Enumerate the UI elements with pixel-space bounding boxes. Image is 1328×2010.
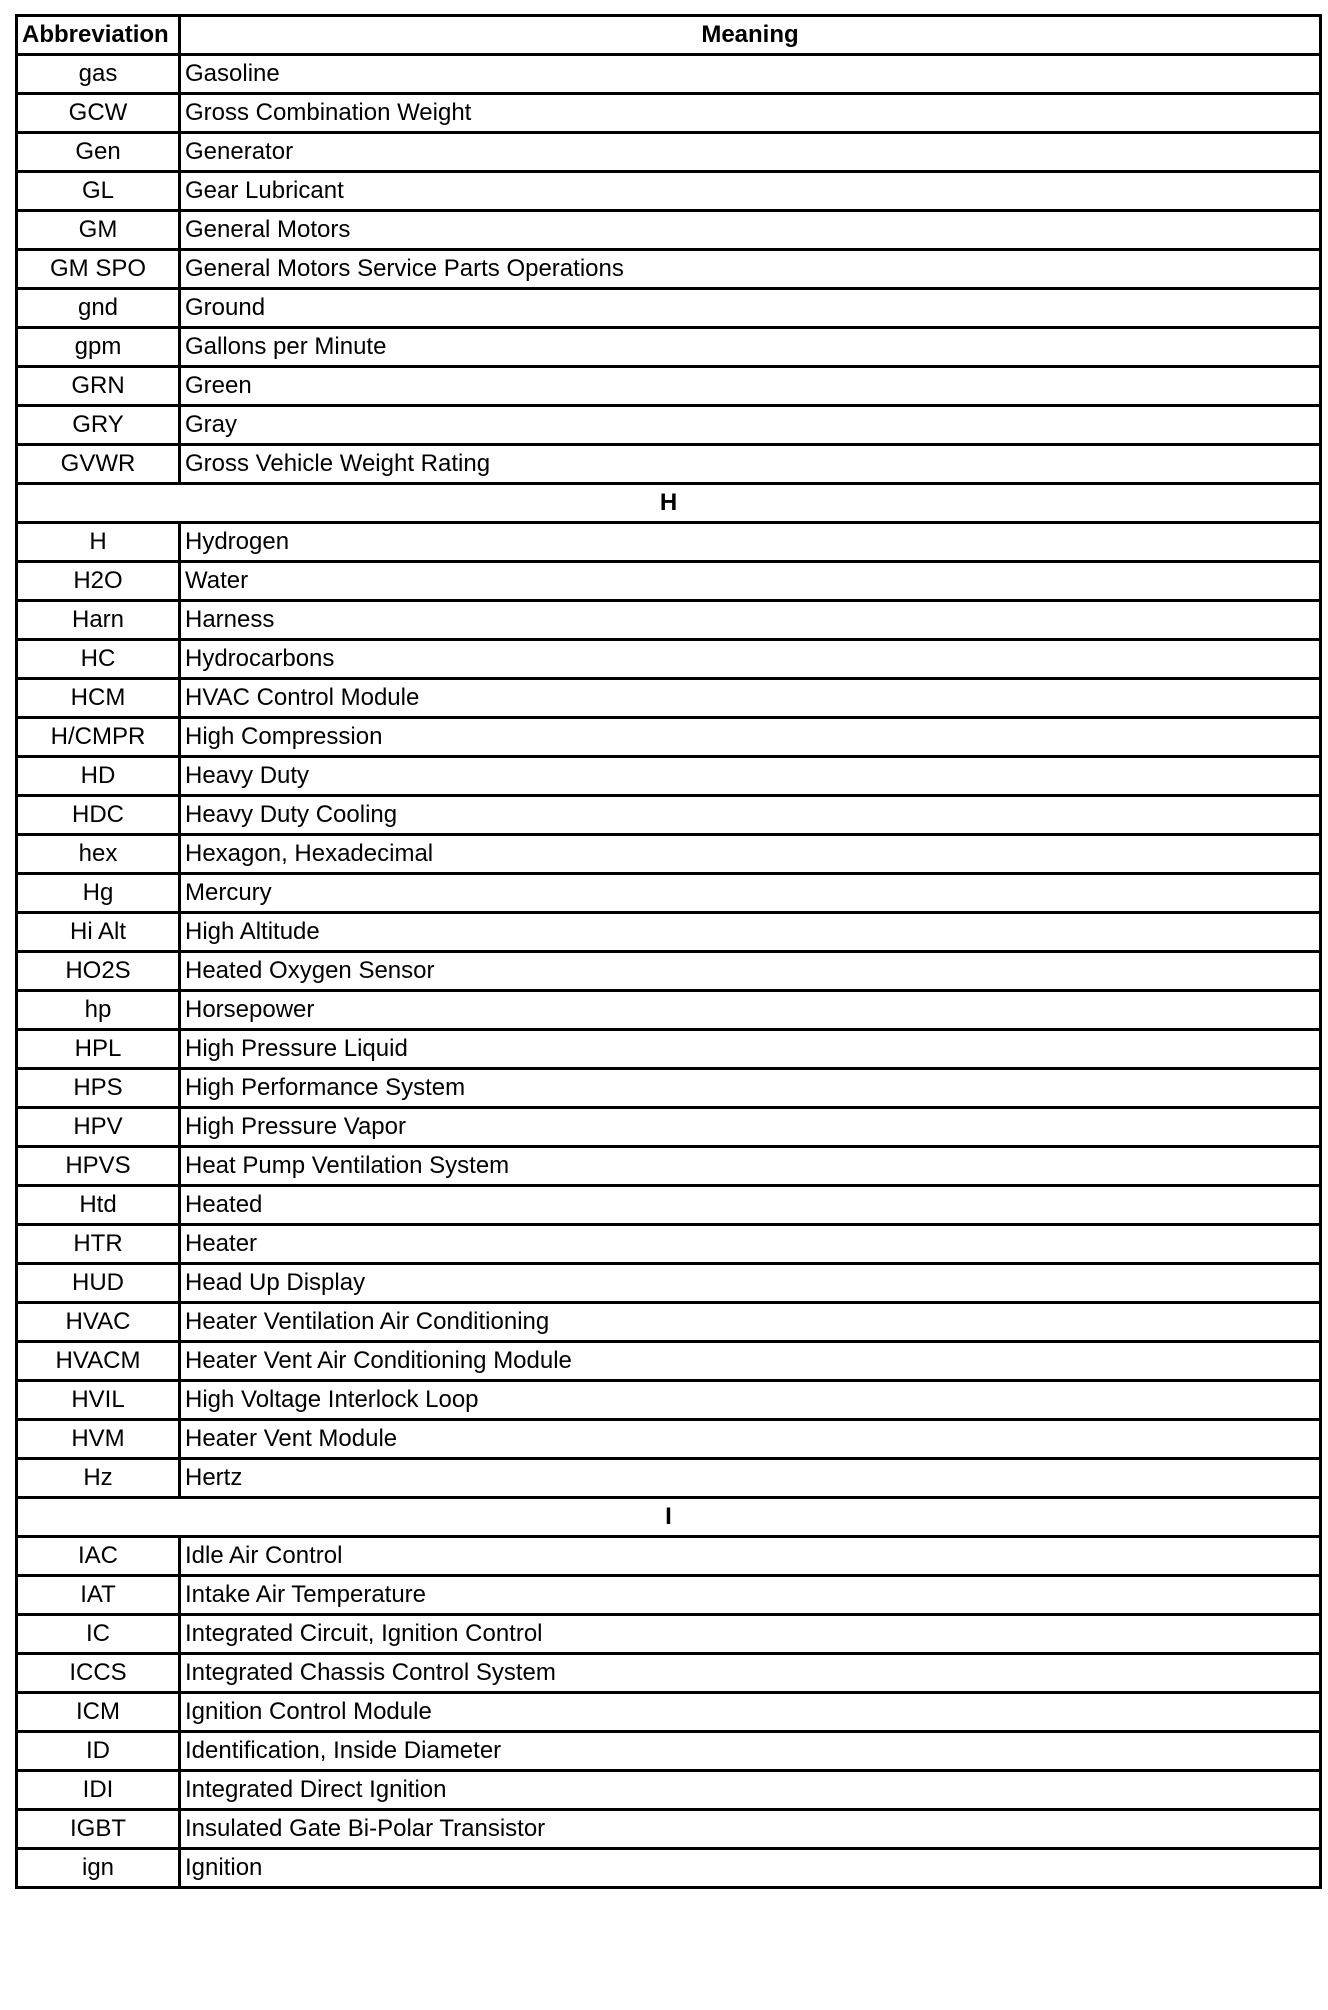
meaning-cell: Head Up Display bbox=[180, 1264, 1321, 1303]
table-row bbox=[17, 1732, 1321, 1771]
meaning-cell: Gasoline bbox=[180, 55, 1321, 94]
abbreviation-cell: HVACM bbox=[17, 1342, 180, 1381]
abbreviation-cell: HDC bbox=[17, 796, 180, 835]
meaning-cell: Gross Combination Weight bbox=[180, 94, 1321, 133]
table-row bbox=[17, 1576, 1321, 1615]
table-row bbox=[17, 1186, 1321, 1225]
abbreviation-cell: ICCS bbox=[17, 1654, 180, 1693]
table-row bbox=[17, 328, 1321, 367]
section-header-row bbox=[17, 1498, 1321, 1537]
abbreviation-cell: Hz bbox=[17, 1459, 180, 1498]
table-header-row bbox=[17, 16, 1321, 55]
table-row bbox=[17, 1147, 1321, 1186]
meaning-cell: Hydrogen bbox=[180, 523, 1321, 562]
meaning-cell: High Compression bbox=[180, 718, 1321, 757]
meaning-cell: High Pressure Vapor bbox=[180, 1108, 1321, 1147]
meaning-column-header: Meaning bbox=[180, 16, 1321, 55]
abbreviation-cell: Harn bbox=[17, 601, 180, 640]
meaning-cell: Harness bbox=[180, 601, 1321, 640]
table-row bbox=[17, 445, 1321, 484]
meaning-cell: Heavy Duty Cooling bbox=[180, 796, 1321, 835]
meaning-cell: Heated Oxygen Sensor bbox=[180, 952, 1321, 991]
abbreviation-cell: HUD bbox=[17, 1264, 180, 1303]
meaning-cell: HVAC Control Module bbox=[180, 679, 1321, 718]
abbreviation-cell: ICM bbox=[17, 1693, 180, 1732]
meaning-cell: Gross Vehicle Weight Rating bbox=[180, 445, 1321, 484]
abbreviation-cell: GM SPO bbox=[17, 250, 180, 289]
abbreviation-cell: Hi Alt bbox=[17, 913, 180, 952]
table-row bbox=[17, 1537, 1321, 1576]
meaning-cell: Integrated Circuit, Ignition Control bbox=[180, 1615, 1321, 1654]
meaning-cell: Green bbox=[180, 367, 1321, 406]
section-letter: H bbox=[17, 484, 1321, 523]
meaning-cell: General Motors Service Parts Operations bbox=[180, 250, 1321, 289]
table-row bbox=[17, 1030, 1321, 1069]
meaning-cell: Mercury bbox=[180, 874, 1321, 913]
table-row bbox=[17, 1420, 1321, 1459]
meaning-cell: Ground bbox=[180, 289, 1321, 328]
abbreviation-cell: hex bbox=[17, 835, 180, 874]
table-row bbox=[17, 406, 1321, 445]
table-row bbox=[17, 1381, 1321, 1420]
table-row bbox=[17, 172, 1321, 211]
meaning-cell: Intake Air Temperature bbox=[180, 1576, 1321, 1615]
abbreviation-cell: ign bbox=[17, 1849, 180, 1888]
abbreviation-cell: H2O bbox=[17, 562, 180, 601]
abbreviation-cell: GCW bbox=[17, 94, 180, 133]
meaning-cell: Heater Vent Air Conditioning Module bbox=[180, 1342, 1321, 1381]
table-row bbox=[17, 640, 1321, 679]
table-row bbox=[17, 835, 1321, 874]
abbreviation-cell: HVM bbox=[17, 1420, 180, 1459]
abbreviation-cell: GRN bbox=[17, 367, 180, 406]
meaning-cell: Insulated Gate Bi-Polar Transistor bbox=[180, 1810, 1321, 1849]
meaning-cell: Ignition Control Module bbox=[180, 1693, 1321, 1732]
meaning-cell: Horsepower bbox=[180, 991, 1321, 1030]
meaning-cell: Gallons per Minute bbox=[180, 328, 1321, 367]
meaning-cell: General Motors bbox=[180, 211, 1321, 250]
abbreviation-cell: H/CMPR bbox=[17, 718, 180, 757]
meaning-cell: Heavy Duty bbox=[180, 757, 1321, 796]
abbreviation-cell: gpm bbox=[17, 328, 180, 367]
table-row bbox=[17, 133, 1321, 172]
meaning-cell: Integrated Chassis Control System bbox=[180, 1654, 1321, 1693]
table-row bbox=[17, 55, 1321, 94]
abbreviation-cell: IC bbox=[17, 1615, 180, 1654]
abbreviation-cell: GL bbox=[17, 172, 180, 211]
abbreviation-cell: HC bbox=[17, 640, 180, 679]
meaning-cell: Heater Ventilation Air Conditioning bbox=[180, 1303, 1321, 1342]
abbreviation-cell: GRY bbox=[17, 406, 180, 445]
abbreviation-cell: hp bbox=[17, 991, 180, 1030]
table-row bbox=[17, 1342, 1321, 1381]
meaning-cell: Integrated Direct Ignition bbox=[180, 1771, 1321, 1810]
meaning-cell: Gray bbox=[180, 406, 1321, 445]
table-row bbox=[17, 367, 1321, 406]
section-header-row bbox=[17, 484, 1321, 523]
abbreviation-cell: HCM bbox=[17, 679, 180, 718]
meaning-cell: Heater bbox=[180, 1225, 1321, 1264]
abbreviation-cell: IDI bbox=[17, 1771, 180, 1810]
abbreviation-cell: GVWR bbox=[17, 445, 180, 484]
abbreviation-column-header: Abbreviation bbox=[17, 16, 180, 55]
abbreviation-cell: IAC bbox=[17, 1537, 180, 1576]
table-row bbox=[17, 1108, 1321, 1147]
abbreviation-cell: Htd bbox=[17, 1186, 180, 1225]
meaning-cell: Identification, Inside Diameter bbox=[180, 1732, 1321, 1771]
abbreviation-cell: GM bbox=[17, 211, 180, 250]
abbreviation-cell: HPL bbox=[17, 1030, 180, 1069]
table-row bbox=[17, 913, 1321, 952]
table-row bbox=[17, 679, 1321, 718]
table-row bbox=[17, 1654, 1321, 1693]
meaning-cell: Hexagon, Hexadecimal bbox=[180, 835, 1321, 874]
table-row bbox=[17, 211, 1321, 250]
meaning-cell: Hydrocarbons bbox=[180, 640, 1321, 679]
abbreviation-cell: H bbox=[17, 523, 180, 562]
abbreviation-cell: HVIL bbox=[17, 1381, 180, 1420]
abbreviation-cell: HTR bbox=[17, 1225, 180, 1264]
abbreviation-cell: ID bbox=[17, 1732, 180, 1771]
abbreviation-cell: HVAC bbox=[17, 1303, 180, 1342]
meaning-cell: Water bbox=[180, 562, 1321, 601]
meaning-cell: Idle Air Control bbox=[180, 1537, 1321, 1576]
table-row bbox=[17, 523, 1321, 562]
table-body bbox=[17, 55, 1321, 1888]
table-row bbox=[17, 1459, 1321, 1498]
table-row bbox=[17, 757, 1321, 796]
meaning-cell: Hertz bbox=[180, 1459, 1321, 1498]
meaning-cell: Ignition bbox=[180, 1849, 1321, 1888]
table-row bbox=[17, 952, 1321, 991]
table-row bbox=[17, 1693, 1321, 1732]
table-row bbox=[17, 1225, 1321, 1264]
meaning-cell: Gear Lubricant bbox=[180, 172, 1321, 211]
table-row bbox=[17, 796, 1321, 835]
abbreviation-table bbox=[15, 14, 1322, 1889]
table-row bbox=[17, 1810, 1321, 1849]
abbreviation-cell: gas bbox=[17, 55, 180, 94]
table-row bbox=[17, 1849, 1321, 1888]
meaning-cell: Generator bbox=[180, 133, 1321, 172]
meaning-cell: Heater Vent Module bbox=[180, 1420, 1321, 1459]
abbreviation-cell: IAT bbox=[17, 1576, 180, 1615]
abbreviation-cell: Hg bbox=[17, 874, 180, 913]
table-row bbox=[17, 1264, 1321, 1303]
table-row bbox=[17, 991, 1321, 1030]
table-row bbox=[17, 1615, 1321, 1654]
meaning-cell: High Altitude bbox=[180, 913, 1321, 952]
table-row bbox=[17, 874, 1321, 913]
table-row bbox=[17, 562, 1321, 601]
table-row bbox=[17, 1069, 1321, 1108]
table-row bbox=[17, 289, 1321, 328]
table-row bbox=[17, 94, 1321, 133]
table-row bbox=[17, 1771, 1321, 1810]
abbreviation-cell: gnd bbox=[17, 289, 180, 328]
abbreviation-cell: HD bbox=[17, 757, 180, 796]
table-row bbox=[17, 1303, 1321, 1342]
abbreviation-cell: HPV bbox=[17, 1108, 180, 1147]
meaning-cell: Heat Pump Ventilation System bbox=[180, 1147, 1321, 1186]
section-letter: I bbox=[17, 1498, 1321, 1537]
abbreviation-cell: HPVS bbox=[17, 1147, 180, 1186]
table-row bbox=[17, 718, 1321, 757]
meaning-cell: High Performance System bbox=[180, 1069, 1321, 1108]
abbreviation-cell: Gen bbox=[17, 133, 180, 172]
meaning-cell: Heated bbox=[180, 1186, 1321, 1225]
abbreviation-cell: IGBT bbox=[17, 1810, 180, 1849]
meaning-cell: High Voltage Interlock Loop bbox=[180, 1381, 1321, 1420]
table-row bbox=[17, 601, 1321, 640]
meaning-cell: High Pressure Liquid bbox=[180, 1030, 1321, 1069]
table-row bbox=[17, 250, 1321, 289]
abbreviation-cell: HO2S bbox=[17, 952, 180, 991]
abbreviation-cell: HPS bbox=[17, 1069, 180, 1108]
